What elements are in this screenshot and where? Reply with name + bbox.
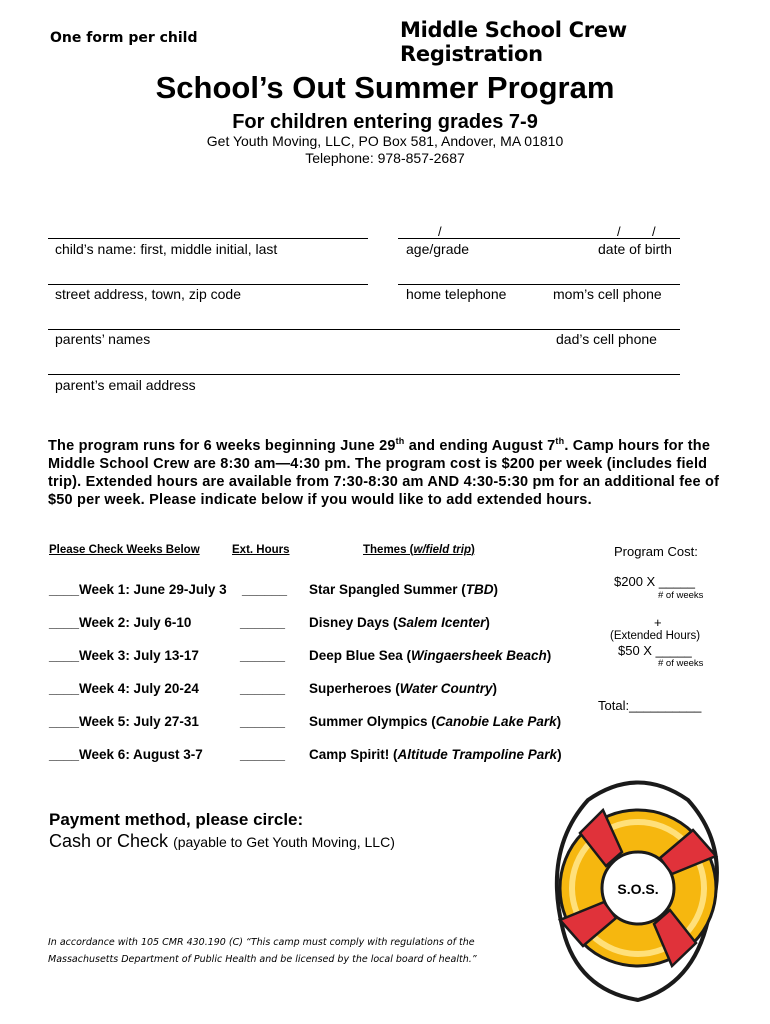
program-description: The program runs for 6 weeks beginning June 29th and ending August 7th. Camp hours for the Middle School Crew are 8:30 am—4:30 pm. The program cost is $200 per week (includes field trip). Extended hours are available from 7:30-8:30 am AND 4:30-5:30 pm for an additional fee of $50 per week. Please indicate below if you would like to add extended hours. bbox=[48, 436, 720, 508]
street-line[interactable] bbox=[48, 284, 368, 285]
week-theme-5: Summer Olympics (Canobie Lake Park) bbox=[309, 714, 562, 729]
week-checkbox-3[interactable]: ____Week 3: July 13-17 bbox=[49, 648, 199, 663]
program-title: School’s Out Summer Program bbox=[155, 70, 615, 105]
street-label: street address, town, zip code bbox=[55, 286, 241, 302]
week-checkbox-4[interactable]: ____Week 4: July 20-24 bbox=[49, 681, 199, 696]
life-ring-illustration bbox=[548, 770, 728, 1010]
dob-label: date of birth bbox=[598, 241, 672, 257]
program-cost-title: Program Cost: bbox=[614, 544, 698, 559]
phone-line[interactable] bbox=[398, 284, 680, 285]
weeks-hint-2: # of weeks bbox=[658, 658, 704, 669]
payment-heading: Payment method, please circle: bbox=[49, 810, 304, 829]
extended-hours-label: (Extended Hours) bbox=[610, 630, 701, 642]
weeks-column-header: Please Check Weeks Below bbox=[49, 544, 200, 556]
mom-cell-label: mom’s cell phone bbox=[553, 286, 662, 302]
week-theme-2: Disney Days (Salem Icenter) bbox=[309, 615, 490, 630]
ext-hours-field-4[interactable]: ______ bbox=[240, 681, 286, 696]
sos-label: S.O.S. bbox=[617, 881, 659, 897]
dob-slash-2: / bbox=[652, 224, 656, 239]
week-theme-1: Star Spangled Summer (TBD) bbox=[309, 582, 499, 597]
payment-options: Cash or Check (payable to Get Youth Moving, LLC) bbox=[49, 831, 395, 851]
ext-hours-field-2[interactable]: ______ bbox=[240, 615, 286, 630]
week-checkbox-6[interactable]: ____Week 6: August 3-7 bbox=[49, 747, 203, 762]
child-name-line[interactable] bbox=[48, 238, 368, 239]
ext-hours-field-5[interactable]: ______ bbox=[240, 714, 286, 729]
themes-column-header: Themes (w/field trip) bbox=[363, 544, 475, 556]
week-theme-4: Superheroes (Water Country) bbox=[309, 681, 498, 696]
parents-label: parents’ names bbox=[55, 331, 151, 347]
email-line[interactable] bbox=[48, 374, 680, 375]
form-title: Middle School Crew Registration bbox=[400, 18, 627, 66]
parents-line[interactable] bbox=[48, 329, 680, 330]
extended-cost[interactable]: $50 X _____ bbox=[618, 643, 692, 658]
ext-hours-field-6[interactable]: ______ bbox=[240, 747, 286, 762]
weeks-hint-1: # of weeks bbox=[658, 590, 704, 601]
plus-sign: + bbox=[654, 615, 662, 630]
ext-hours-field-3[interactable]: ______ bbox=[240, 648, 286, 663]
program-subtitle: For children entering grades 7-9 bbox=[232, 111, 538, 133]
dad-cell-label: dad’s cell phone bbox=[556, 331, 657, 347]
week-checkbox-1[interactable]: ____Week 1: June 29-July 3 bbox=[49, 582, 227, 597]
ext-hours-field-1[interactable]: ______ bbox=[242, 582, 288, 597]
total-field[interactable]: Total:__________ bbox=[598, 698, 702, 713]
email-label: parent’s email address bbox=[55, 377, 196, 393]
week-checkbox-5[interactable]: ____Week 5: July 27-31 bbox=[49, 714, 199, 729]
dob-slash-1: / bbox=[617, 224, 621, 239]
week-theme-6: Camp Spirit! (Altitude Trampoline Park) bbox=[309, 747, 562, 762]
base-cost[interactable]: $200 X _____ bbox=[614, 574, 695, 589]
home-tel-label: home telephone bbox=[406, 286, 507, 302]
one-form-note: One form per child bbox=[50, 30, 198, 46]
ext-hours-column-header: Ext. Hours bbox=[232, 544, 290, 556]
regulation-note: In accordance with 105 CMR 430.190 (C) “This camp must comply with regulations of the Massachusetts Department of Public Health and be licensed by the local board of health.” bbox=[48, 937, 477, 965]
week-theme-3: Deep Blue Sea (Wingaersheek Beach) bbox=[309, 648, 552, 663]
week-checkbox-2[interactable]: ____Week 2: July 6-10 bbox=[49, 615, 192, 630]
age-grade-label: age/grade bbox=[406, 241, 470, 257]
age-grade-slash: / bbox=[438, 224, 442, 239]
company-telephone: Telephone: 978-857-2687 bbox=[305, 150, 465, 166]
child-name-label: child’s name: first, middle initial, last bbox=[55, 241, 278, 257]
company-address: Get Youth Moving, LLC, PO Box 581, Andover, MA 01810 bbox=[206, 133, 564, 149]
